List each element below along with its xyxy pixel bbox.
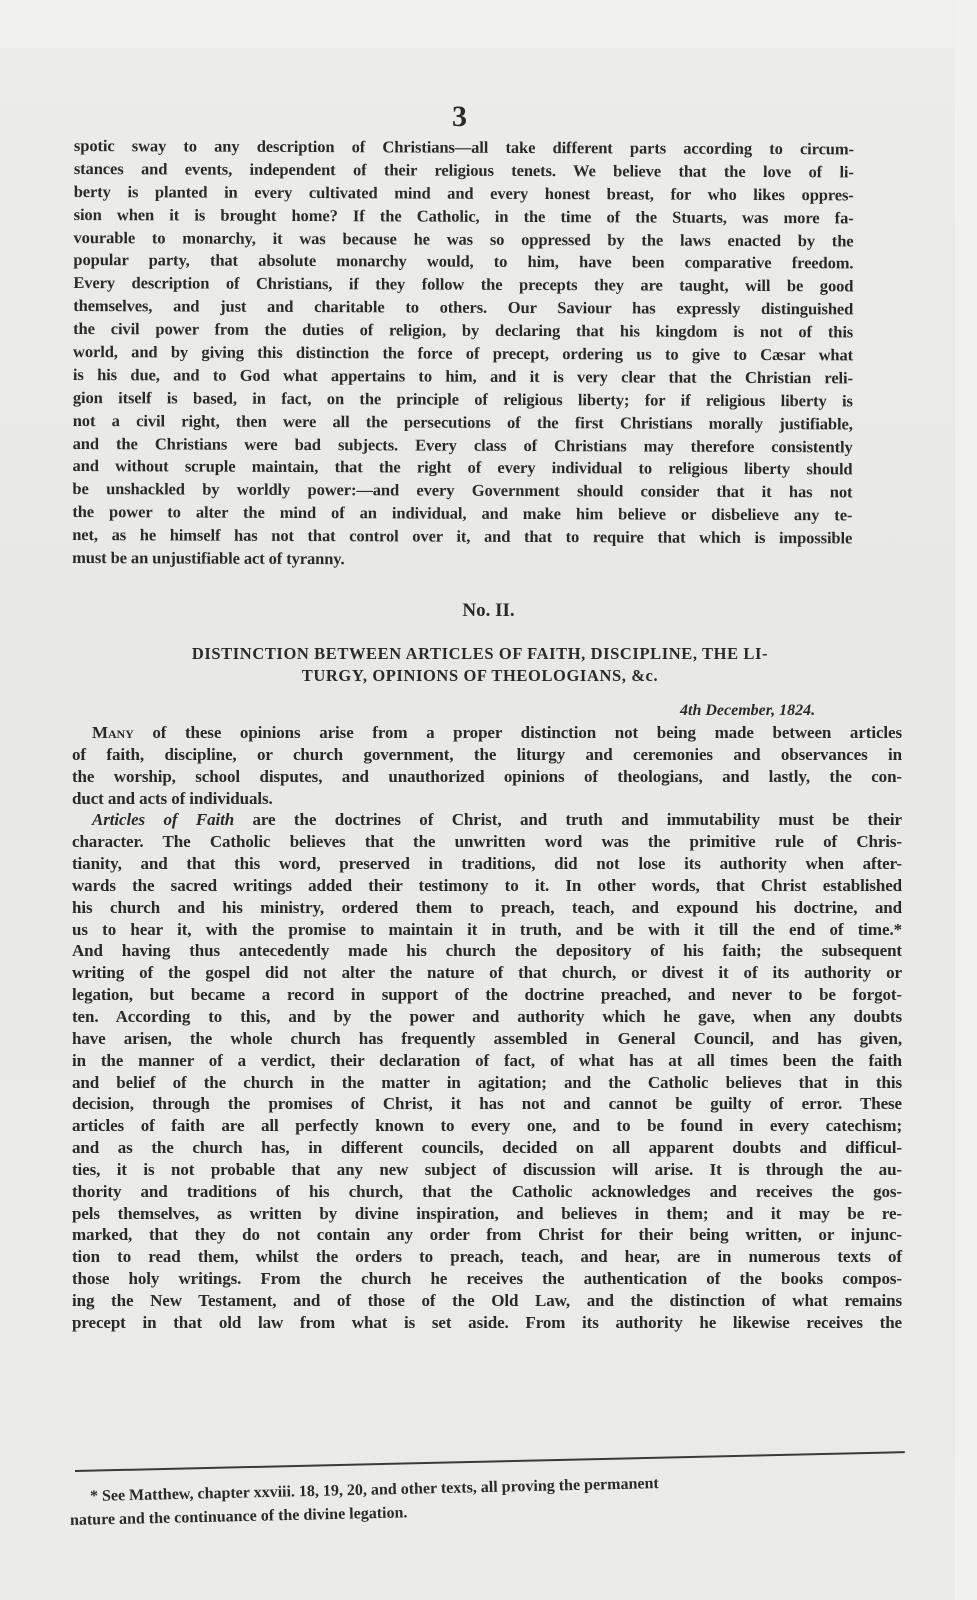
paragraph-line: net, as he himself has not that control over it, and that to require that which is impossible <box>72 525 853 548</box>
para2-line: legation, but became a record in support of the doctrine preached, and never to be forgot- <box>72 985 902 1005</box>
para1-lead-word: Many <box>92 723 134 742</box>
para2-line: us to hear it, with the promise to maintain it in truth, and be with it till the end of time.* <box>72 919 902 939</box>
paragraph-line: is his due, and to God what appertains to him, and it is very clear that the Christian reli- <box>72 364 853 388</box>
para2-line: articles of faith are all perfectly known to every one, and to be found in every catechism; <box>72 1116 902 1136</box>
para2-line: decision, through the promises of Christ, it has not and cannot be guilty of error. These <box>72 1094 902 1114</box>
paragraph-line: and the Christians were bad subjects. Every class of Christians may therefore consistently <box>72 433 853 456</box>
para1-line: of faith, discipline, or church government, the liturgy and ceremonies and observances in <box>72 744 902 764</box>
para2-line: thority and traditions of his church, that the Catholic acknowledges and receives the gos- <box>72 1181 902 1201</box>
para2-line: pels themselves, as written by divine inspiration, and believes in them; and it may be re- <box>72 1203 902 1223</box>
article-body <box>72 722 902 1334</box>
para2-line: and belief of the church in the matter in agitation; and the Catholic believes that in this <box>72 1072 902 1092</box>
para2-line: those holy writings. From the church he receives the authentication of the books compos- <box>72 1269 902 1289</box>
para2-italic-lead: Articles of Faith <box>92 810 235 830</box>
paragraph-line: themselves, and just and charitable to others. Our Saviour has expressly distinguished <box>73 296 854 319</box>
footnote-line-2: nature and the continuance of the divine legation. <box>69 1504 408 1529</box>
paragraph-line: sion when it is brought home? If the Catholic, in the time of the Stuarts, was more fa- <box>73 204 854 228</box>
footnote-line-1: * See Matthew, chapter xxviii. 18, 19, 20, and other texts, all proving the permanent <box>89 1475 659 1505</box>
para2-line: his church and his ministry, ordered them to preach, teach, and expound his doctrine, and <box>72 897 902 917</box>
para2-line: marked, that they do not contain any order from Christ for their being written, or injunc- <box>72 1225 902 1245</box>
page-edge <box>955 0 977 1600</box>
para2-line: ten. According to this, and by the power and authority which he gave, when any doubts <box>72 1006 902 1026</box>
para2-line: in the manner of a verdict, their declaration of fact, of what has at all times been the faith <box>72 1050 902 1070</box>
paragraph-line: popular party, that absolute monarchy would, to him, have been comparative freedom. <box>73 250 854 273</box>
paragraph-line: the power to alter the mind of an individual, and make him believe or disbelieve any te- <box>72 502 853 525</box>
para2-line: ties, it is not probable that any new subject of discussion will arise. It is through the au- <box>72 1159 902 1179</box>
paragraph-line: stances and events, independent of their religious tenets. We believe that the love of li- <box>73 158 854 182</box>
para2-line: Articles of Faith are the doctrines of Christ, and truth and immutability must be their <box>92 810 902 830</box>
para2-line: And having thus antecedently made his church the depository of his faith; the subsequent <box>72 941 902 961</box>
article-date: 4th December, 1824. <box>680 702 816 719</box>
paragraph-line: be unshackled by worldly power:—and every Government should consider that it has not <box>72 479 853 502</box>
para2-line: and as the church has, in different councils, decided on all apparent doubts and difficul- <box>72 1138 902 1158</box>
para2-line: tianity, and that this word, preserved in traditions, did not lose its authority when after- <box>72 854 902 874</box>
para2-line: tion to read them, whilst the orders to preach, teach, and hear, are in numerous texts of <box>72 1247 902 1267</box>
paragraph-line: and without scruple maintain, that the right of every individual to religious liberty should <box>72 456 853 479</box>
paragraph-line: not a civil right, then were all the persecutions of the first Christians morally justifiable, <box>72 410 853 434</box>
para1-line: Many of these opinions arise from a proper distinction not being made between articles <box>92 723 902 742</box>
paragraph-line: vourable to monarchy, it was because he was so oppressed by the laws enacted by the <box>73 227 854 250</box>
paragraph-line: the civil power from the duties of religion, by declaring that his kingdom is not of this <box>73 319 854 342</box>
footnote-divider <box>75 1451 905 1472</box>
section-heading-line-1: DISTINCTION BETWEEN ARTICLES OF FAITH, DISCIPLINE, THE LI- <box>191 644 769 663</box>
page-top-margin <box>0 0 977 48</box>
para2-line: writing of the gospel did not alter the nature of that church, or divest it of its authority or <box>72 963 902 983</box>
paragraph-line: spotic sway to any description of Christians—all take different parts according to circum- <box>73 135 854 159</box>
para1-line: duct and acts of individuals. <box>72 788 273 808</box>
para2-line: precept in that old law from what is set aside. From its authority he likewise receives the <box>72 1312 902 1332</box>
para1-line: the worship, school disputes, and unauthorized opinions of theologians, and lastly, the con- <box>72 766 902 786</box>
paragraph-line: berty is planted in every cultivated mind and every honest breast, for who likes oppres- <box>73 181 854 205</box>
paragraph-line: gion itself is based, in fact, on the principle of religious liberty; for if religious liberty is <box>72 387 853 411</box>
paragraph-line: Every description of Christians, if they follow the precepts they are taught, will be good <box>73 273 854 296</box>
para2-line: wards the sacred writings added their testimony to it. In other words, that Christ established <box>72 875 902 895</box>
section-heading <box>90 643 870 687</box>
section-heading-line-2: TURGY, OPINIONS OF THEOLOGIANS, &c. <box>301 666 659 685</box>
para2-line: have arisen, the whole church has frequently assembled in General Council, and has given, <box>72 1028 902 1048</box>
paragraph-line: world, and by giving this distinction the force of precept, ordering us to give to Cæsar what <box>73 342 854 365</box>
section-number: No. II. <box>462 600 515 621</box>
para2-line: character. The Catholic believes that the unwritten word was the primitive rule of Chris- <box>72 832 902 852</box>
paragraph-line: must be an unjustifiable act of tyranny. <box>72 548 345 569</box>
page-number: 3 <box>452 100 467 133</box>
top-paragraph <box>72 135 854 573</box>
para2-line: ing the New Testament, and of those of the Old Law, and the distinction of what remains <box>72 1290 902 1310</box>
